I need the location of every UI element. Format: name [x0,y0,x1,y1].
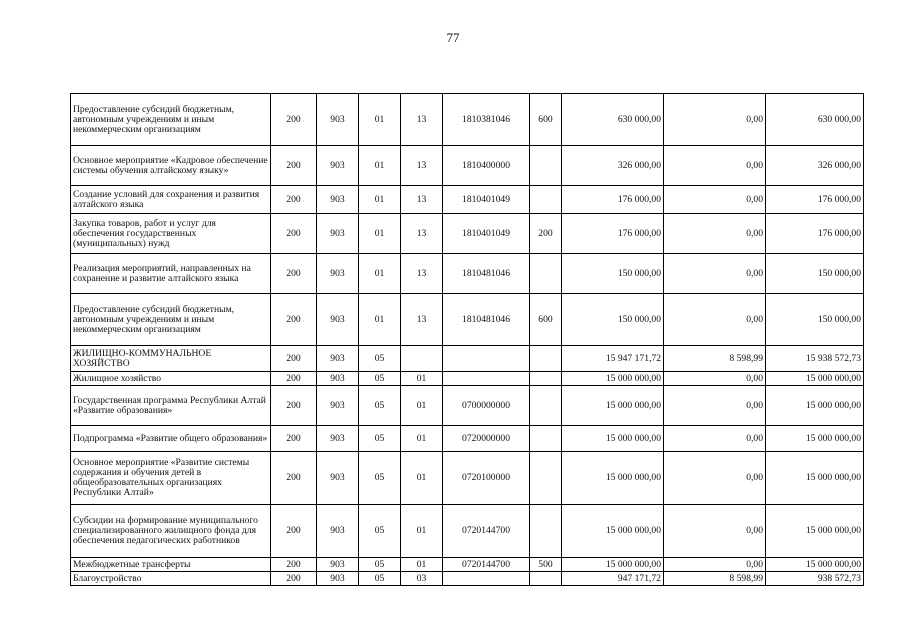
cell-total: 15 938 572,73 [766,346,864,372]
cell-change: 0,00 [664,214,766,254]
cell-dept-code: 903 [317,214,359,254]
cell-amount: 15 000 000,00 [562,386,664,426]
cell-expense-type [530,146,562,186]
table-row [71,572,864,586]
cell-change: 0,00 [664,294,766,346]
cell-dept-code: 903 [317,346,359,372]
cell-target-article: 0720144700 [443,505,530,558]
cell-dept-code: 903 [317,558,359,572]
table-row [71,558,864,572]
cell-dept-code: 903 [317,254,359,294]
cell-target-article: 1810481046 [443,294,530,346]
cell-subsection: 13 [401,94,443,146]
cell-amount: 15 000 000,00 [562,372,664,386]
cell-change: 0,00 [664,426,766,452]
cell-amount: 326 000,00 [562,146,664,186]
table-row [71,254,864,294]
cell-dept-code: 903 [317,452,359,505]
cell-expense-type [530,346,562,372]
cell-expense-type: 600 [530,294,562,346]
cell-change: 0,00 [664,254,766,294]
cell-section: 05 [359,372,401,386]
cell-total: 15 000 000,00 [766,505,864,558]
cell-name: Межбюджетные трансферты [71,558,271,572]
cell-total: 15 000 000,00 [766,426,864,452]
cell-amount: 15 000 000,00 [562,452,664,505]
cell-change: 0,00 [664,452,766,505]
cell-subsection: 01 [401,452,443,505]
cell-name: Жилищное хозяйство [71,372,271,386]
cell-expense-type: 600 [530,94,562,146]
cell-dept-code: 903 [317,505,359,558]
cell-section: 05 [359,346,401,372]
cell-subsection: 13 [401,186,443,214]
cell-admin-code: 200 [271,386,317,426]
cell-subsection: 01 [401,558,443,572]
cell-target-article: 1810400000 [443,146,530,186]
cell-change: 0,00 [664,94,766,146]
cell-target-article: 0720144700 [443,558,530,572]
cell-target-article: 0700000000 [443,386,530,426]
cell-dept-code: 903 [317,146,359,186]
cell-name: Субсидии на формирование муниципального специализированного жилищного фонда для обеспечения педагогических работников [71,505,271,558]
cell-total: 176 000,00 [766,186,864,214]
cell-total: 15 000 000,00 [766,452,864,505]
cell-amount: 947 171,72 [562,572,664,586]
cell-expense-type [530,426,562,452]
cell-amount: 15 947 171,72 [562,346,664,372]
cell-subsection: 03 [401,572,443,586]
cell-total: 938 572,73 [766,572,864,586]
cell-section: 05 [359,572,401,586]
cell-total: 15 000 000,00 [766,386,864,426]
cell-name: Реализация мероприятий, направленных на сохранение и развитие алтайского языка [71,254,271,294]
cell-admin-code: 200 [271,346,317,372]
cell-amount: 15 000 000,00 [562,558,664,572]
cell-subsection: 01 [401,386,443,426]
cell-expense-type [530,386,562,426]
cell-section: 01 [359,186,401,214]
cell-name: Государственная программа Республики Алтай «Развитие образования» [71,386,271,426]
cell-admin-code: 200 [271,452,317,505]
cell-subsection: 01 [401,426,443,452]
cell-name: Создание условий для сохранения и развития алтайского языка [71,186,271,214]
cell-expense-type [530,372,562,386]
cell-admin-code: 200 [271,254,317,294]
cell-admin-code: 200 [271,505,317,558]
cell-admin-code: 200 [271,186,317,214]
cell-total: 15 000 000,00 [766,558,864,572]
cell-change: 8 598,99 [664,346,766,372]
table-row [71,426,864,452]
cell-admin-code: 200 [271,426,317,452]
budget-table [70,93,864,586]
cell-change: 0,00 [664,505,766,558]
cell-change: 0,00 [664,386,766,426]
cell-subsection: 01 [401,505,443,558]
table-row [71,372,864,386]
cell-amount: 630 000,00 [562,94,664,146]
cell-target-article: 1810401049 [443,214,530,254]
cell-section: 01 [359,214,401,254]
cell-name: Подпрограмма «Развитие общего образования» [71,426,271,452]
table-row [71,294,864,346]
cell-change: 0,00 [664,558,766,572]
cell-amount: 150 000,00 [562,294,664,346]
cell-target-article: 1810401049 [443,186,530,214]
cell-dept-code: 903 [317,294,359,346]
cell-expense-type [530,505,562,558]
cell-total: 176 000,00 [766,214,864,254]
cell-target-article [443,572,530,586]
cell-subsection: 13 [401,294,443,346]
cell-section: 01 [359,94,401,146]
cell-admin-code: 200 [271,372,317,386]
cell-amount: 15 000 000,00 [562,505,664,558]
cell-change: 0,00 [664,186,766,214]
cell-name: Благоустройство [71,572,271,586]
cell-section: 05 [359,386,401,426]
cell-section: 01 [359,254,401,294]
table-row [71,386,864,426]
cell-change: 8 598,99 [664,572,766,586]
cell-admin-code: 200 [271,214,317,254]
cell-expense-type: 500 [530,558,562,572]
cell-subsection [401,346,443,372]
cell-admin-code: 200 [271,572,317,586]
cell-expense-type [530,254,562,294]
cell-total: 150 000,00 [766,294,864,346]
cell-subsection: 01 [401,372,443,386]
cell-name: Предоставление субсидий бюджетным, автономным учреждениям и иным некоммерческим организациям [71,94,271,146]
cell-expense-type [530,186,562,214]
cell-dept-code: 903 [317,372,359,386]
cell-total: 630 000,00 [766,94,864,146]
cell-name: ЖИЛИЩНО-КОММУНАЛЬНОЕ ХОЗЯЙСТВО [71,346,271,372]
page-number: 77 [446,30,460,45]
cell-dept-code: 903 [317,94,359,146]
cell-dept-code: 903 [317,186,359,214]
cell-section: 05 [359,452,401,505]
table-row [71,94,864,146]
cell-name: Основное мероприятие «Развитие системы содержания и обучения детей в общеобразовательных организациях Республики Алтай» [71,452,271,505]
table-row [71,452,864,505]
cell-section: 05 [359,426,401,452]
cell-amount: 15 000 000,00 [562,426,664,452]
table-row [71,346,864,372]
cell-admin-code: 200 [271,558,317,572]
cell-total: 150 000,00 [766,254,864,294]
cell-expense-type: 200 [530,214,562,254]
cell-subsection: 13 [401,254,443,294]
cell-total: 15 000 000,00 [766,372,864,386]
cell-admin-code: 200 [271,94,317,146]
cell-change: 0,00 [664,146,766,186]
cell-dept-code: 903 [317,572,359,586]
cell-target-article: 0720000000 [443,426,530,452]
cell-change: 0,00 [664,372,766,386]
table-row [71,146,864,186]
cell-name: Основное мероприятие «Кадровое обеспечение системы обучения алтайскому языку» [71,146,271,186]
cell-amount: 176 000,00 [562,214,664,254]
cell-subsection: 13 [401,146,443,186]
cell-section: 05 [359,505,401,558]
cell-section: 01 [359,294,401,346]
cell-admin-code: 200 [271,146,317,186]
cell-section: 01 [359,146,401,186]
cell-amount: 150 000,00 [562,254,664,294]
cell-admin-code: 200 [271,294,317,346]
table-body [71,94,864,586]
cell-dept-code: 903 [317,386,359,426]
cell-target-article: 1810481046 [443,254,530,294]
cell-expense-type [530,572,562,586]
cell-name: Закупка товаров, работ и услуг для обеспечения государственных (муниципальных) нужд [71,214,271,254]
table-row [71,214,864,254]
cell-section: 05 [359,558,401,572]
cell-name: Предоставление субсидий бюджетным, автономным учреждениям и иным некоммерческим организациям [71,294,271,346]
cell-dept-code: 903 [317,426,359,452]
cell-total: 326 000,00 [766,146,864,186]
cell-amount: 176 000,00 [562,186,664,214]
cell-target-article [443,346,530,372]
table-row [71,505,864,558]
cell-target-article: 1810381046 [443,94,530,146]
table-row [71,186,864,214]
cell-subsection: 13 [401,214,443,254]
cell-expense-type [530,452,562,505]
cell-target-article [443,372,530,386]
cell-target-article: 0720100000 [443,452,530,505]
